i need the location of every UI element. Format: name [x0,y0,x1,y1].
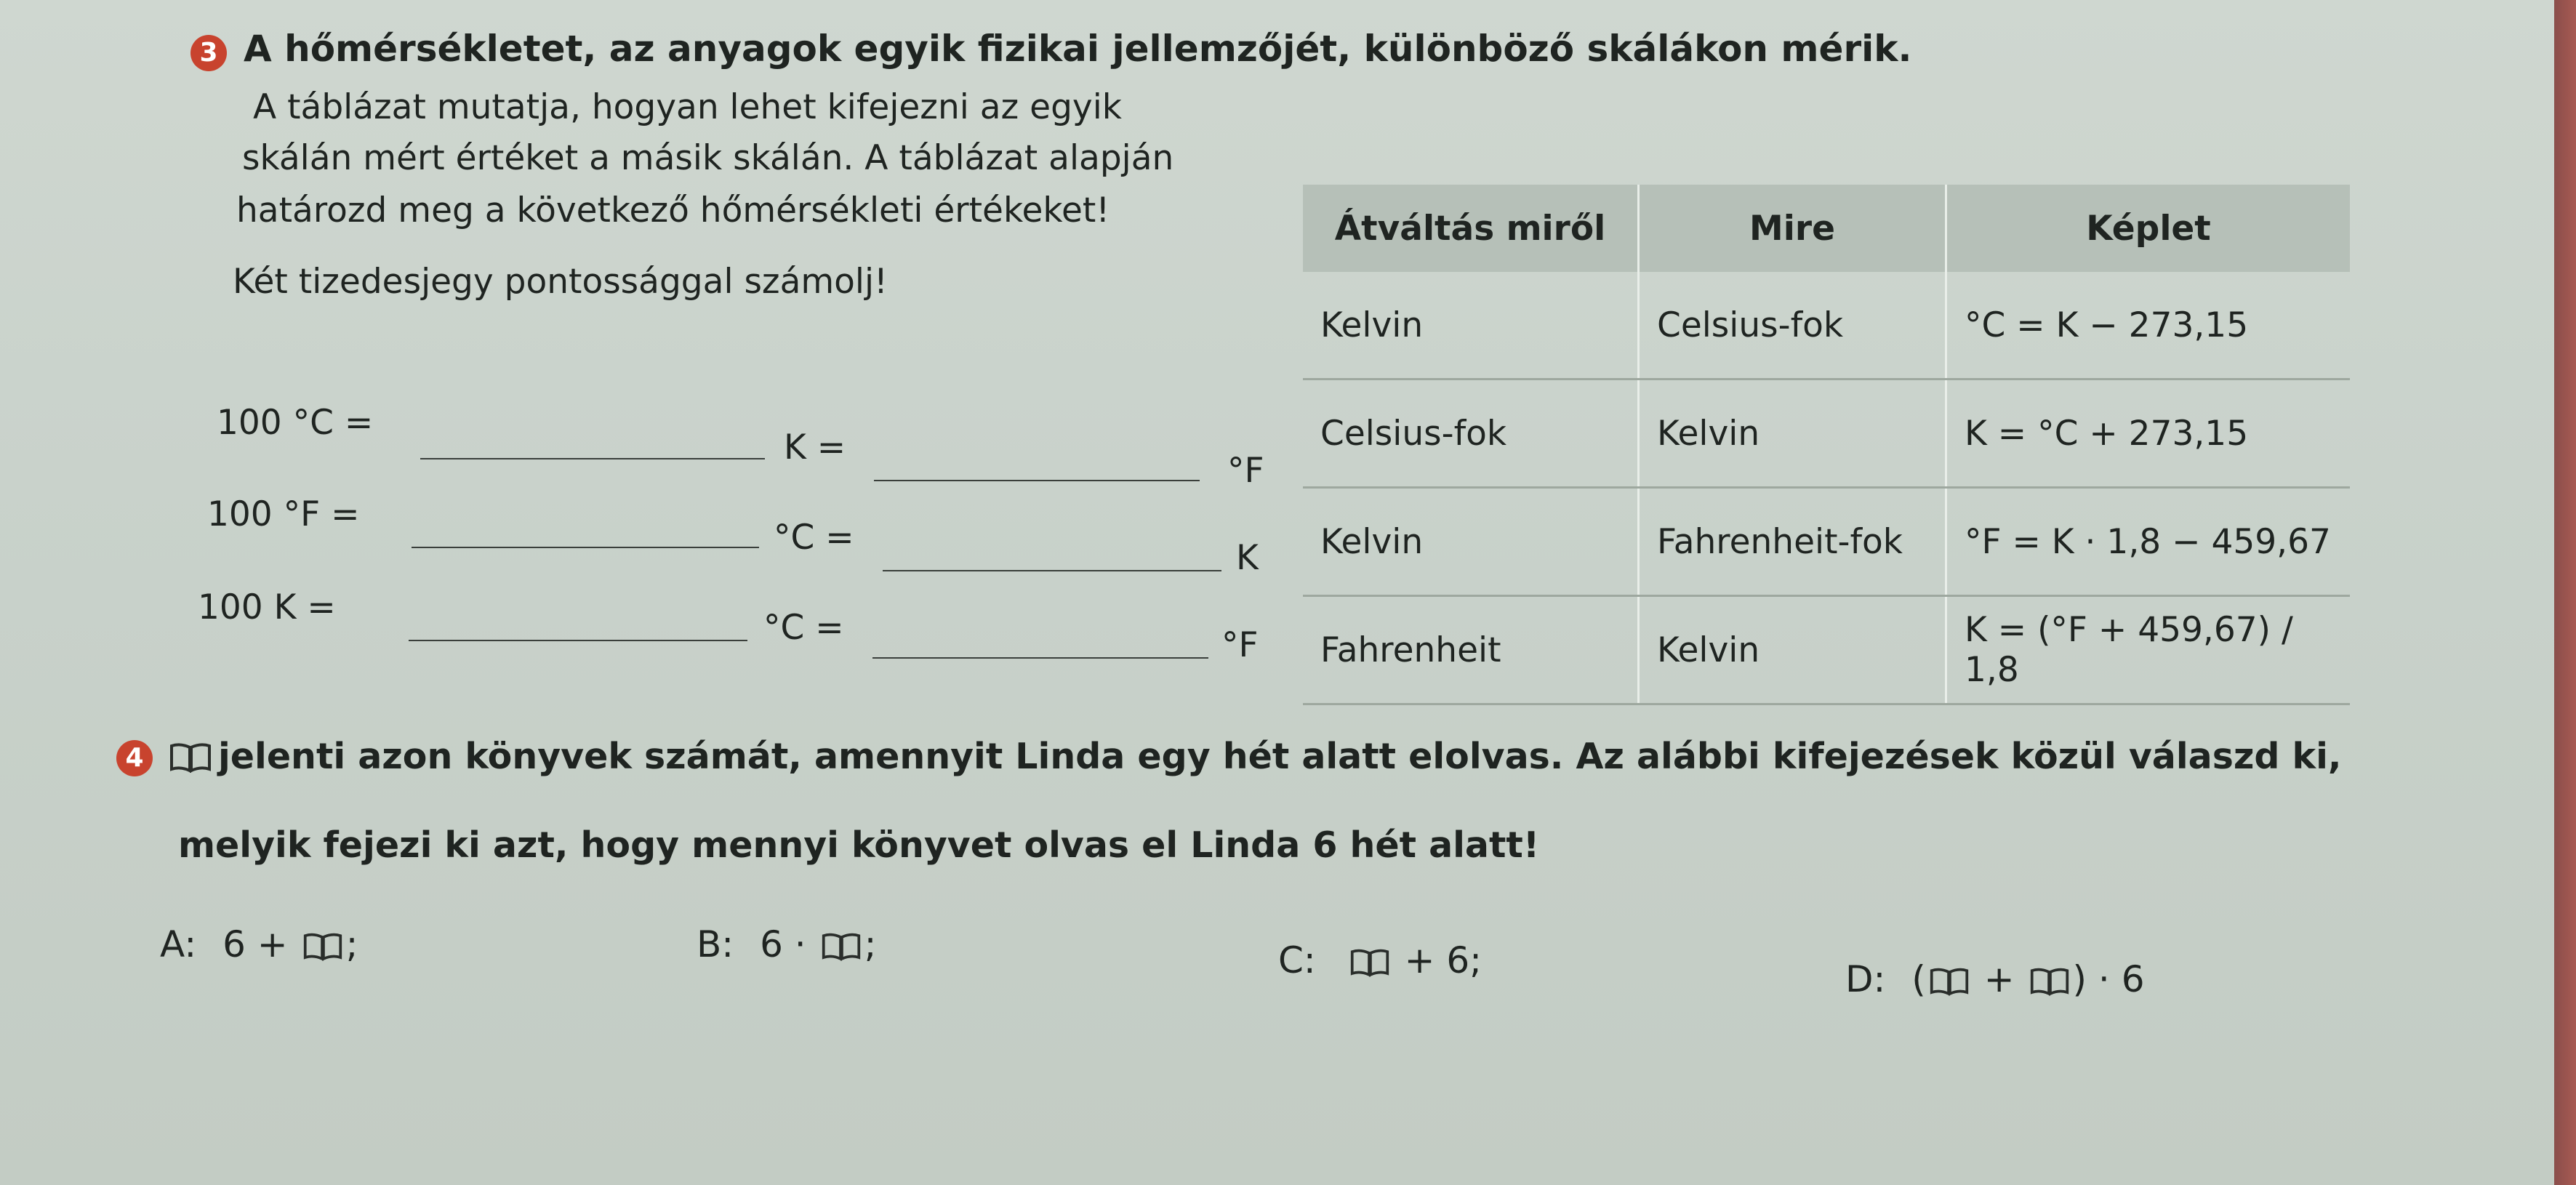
open-book-icon [1349,947,1390,979]
task-3-title: A hőmérsékletet, az anyagok egyik fizikai jellemzőjét, különböző skálákon mérik. [244,28,1912,70]
exercise-1-end: °F [1227,451,1264,491]
header-from: Átváltás miről [1303,185,1639,272]
option-b[interactable] [697,923,876,965]
task-3-number-badge: 3 [190,35,227,71]
table-row [1303,488,2350,596]
table-row [1303,596,2350,704]
cell-to: Celsius-fok [1639,272,1946,379]
option-d-pre: ( [1911,958,1926,1000]
option-c[interactable] [1278,939,1482,981]
task-3-line-3: határozd meg a következő hőmérsékleti értékeket! [236,190,1110,230]
table-row [1303,379,2350,488]
option-a-pre: 6 + [222,923,288,965]
option-b-pre: 6 · [760,923,806,965]
option-a-label: A: [160,923,197,965]
open-book-icon [169,742,212,775]
cell-formula: K = °C + 273,15 [1946,379,2351,488]
exercise-2-end: K [1236,538,1259,578]
conversion-table [1303,185,2350,705]
task-4-number-badge: 4 [116,740,153,776]
cell-formula: °F = K · 1,8 − 459,67 [1946,488,2351,596]
exercise-2-blank-2[interactable] [883,570,1221,571]
cell-to: Kelvin [1639,379,1946,488]
option-b-post: ; [864,923,877,965]
exercise-3-end: °F [1221,625,1259,665]
cell-from: Fahrenheit [1303,596,1639,704]
table-row [1303,272,2350,379]
exercise-3-blank-2[interactable] [872,657,1208,659]
open-book-icon [2029,966,2070,998]
option-c-label: C: [1278,939,1316,981]
exercise-3-mid: °C = [763,608,844,648]
open-book-icon [302,931,343,963]
page-edge [2554,0,2576,1185]
task-3-line-1: A táblázat mutatja, hogyan lehet kifejezni az egyik [253,87,1123,127]
exercise-2-blank-1[interactable] [412,547,759,548]
task-4-line-1: jelenti azon könyvek számát, amennyit Linda egy hét alatt elolvas. Az alábbi kifejezések közül válaszd ki, [218,736,2342,777]
task-3-line-2: skálán mért értéket a másik skálán. A táblázat alapján [242,138,1174,178]
option-a[interactable] [160,923,358,965]
cell-from: Kelvin [1303,272,1639,379]
cell-formula: °C = K − 273,15 [1946,272,2351,379]
open-book-icon [821,931,862,963]
exercise-1-mid: K = [784,427,846,467]
exercise-3-blank-1[interactable] [409,640,747,641]
option-d-post: ) · 6 [2072,958,2145,1000]
table-header-row [1303,185,2350,272]
exercise-3-left: 100 K = [198,587,336,627]
exercise-2-left: 100 °F = [207,494,360,534]
header-to: Mire [1639,185,1946,272]
option-c-post: + 6; [1404,939,1482,981]
cell-to: Kelvin [1639,596,1946,704]
cell-to: Fahrenheit-fok [1639,488,1946,596]
option-d[interactable] [1845,958,2145,1000]
exercise-2-mid: °C = [774,518,854,558]
header-formula: Képlet [1946,185,2351,272]
task-3-line-4: Két tizedesjegy pontossággal számolj! [233,262,888,302]
open-book-icon [1929,966,1970,998]
cell-from: Kelvin [1303,488,1639,596]
exercise-1-blank-1[interactable] [420,458,765,459]
option-b-label: B: [697,923,734,965]
option-a-post: ; [345,923,358,965]
exercise-1-blank-2[interactable] [874,480,1200,481]
cell-from: Celsius-fok [1303,379,1639,488]
option-d-label: D: [1845,958,1886,1000]
option-d-mid: + [1983,958,2015,1000]
cell-formula: K = (°F + 459,67) / 1,8 [1946,596,2351,704]
task-4-line-2: melyik fejezi ki azt, hogy mennyi könyvet olvas el Linda 6 hét alatt! [178,824,1540,866]
exercise-1-left: 100 °C = [217,403,374,443]
